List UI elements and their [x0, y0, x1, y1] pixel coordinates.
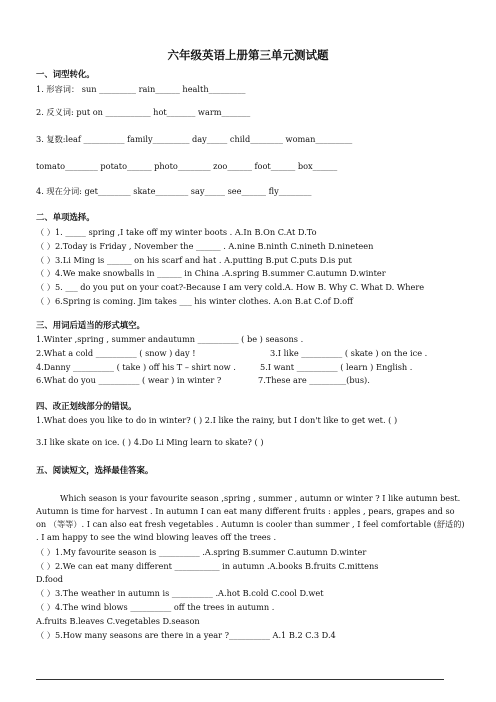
s3-line3b: 5.I want __________ ( learn ) English . [260, 362, 413, 372]
s3-line3a: 4.Danny __________ ( take ) off his T – shirt now . [36, 362, 236, 372]
s2-q3: （ ）3.Li Ming is ______ on his scarf and hat . A.putting B.put C.puts D.is put [36, 255, 352, 265]
s1-line5: 4. 现在分词: get________ skate________ say_____ see______ fly________ [36, 186, 312, 196]
s5-q5: （ ）5.How many seasons are there in a year ?__________ A.1 B.2 C.3 D.4 [36, 630, 336, 640]
s2-q6: （ ）6.Spring is coming. Jim takes ___ his winter clothes. A.on B.at C.of D.off [36, 296, 353, 306]
s2-q2: （ ）2.Today is Friday , November the ______ . A.nine B.ninth C.nineth D.nineteen [36, 241, 374, 251]
s4-line1: 1.What does you like to do in winter? ( ) 2.I like the rainy, but I don't like to get wet. ( ) [36, 415, 398, 425]
s5-q4a: （ ）4.The wind blows __________ off the trees in autumn . [36, 602, 275, 612]
section1-heading: 一、词型转化。 [36, 69, 95, 79]
section5-heading: 五、阅读短文，选择最佳答案。 [36, 465, 154, 475]
section2-heading: 二、单项选择。 [36, 212, 95, 222]
s1-line3: 3. 复数:leaf __________ family_________ day_____ child________ woman_________ [36, 134, 353, 144]
section4-heading: 四、改正划线部分的错误。 [36, 401, 137, 411]
s3-line4b: 7.These are _________(bus). [258, 375, 370, 385]
s5-q2b: D.food [36, 574, 64, 584]
s5-q3: （ ）3.The weather in autumn is __________ .A.hot B.cold C.cool D.wet [36, 588, 324, 598]
s4-line2: 3.I like skate on ice. ( ) 4.Do Li Ming learn to skate? ( ) [36, 437, 264, 447]
s5-q4b: A.fruits B.leaves C.vegetables D.season [36, 616, 200, 626]
s1-line4: tomato________ potato______ photo________ zoo______ foot______ box______ [36, 161, 338, 171]
s2-q5: （ ）5. ___ do you put on your coat?-Because I am very cold.A. How B. Why C. What D. Where [36, 282, 425, 292]
page-title: 六年级英语上册第三单元测试题 [167, 48, 329, 62]
s2-q1: （ ）1. _____ spring ,I take off my winter boots . A.In B.On C.At D.To [36, 227, 317, 237]
s5-q1: （ ）1.My favourite season is __________ .A.spring B.summer C.autumn D.winter [36, 547, 367, 557]
s5-passage: Which season is your favourite season ,spring , summer , autumn or winter ? I like autumn best. Autumn is time for harvest . In autumn I can eat many different fruits : apples , pears, grapes and so on （等等）. I can also eat fresh vegetables . Autumn is cooler than summer , I feel comfortable (舒适的) . I am happy to see the wind blowing leaves off the trees . [36, 493, 465, 542]
section3-heading: 三、用词后适当的形式填空。 [36, 320, 145, 330]
s3-line4a: 6.What do you __________ ( wear ) in winter ? [36, 375, 222, 385]
s1-line2: 2. 反义词: put on ___________ hot_______ warm_______ [36, 107, 251, 117]
s3-line1: 1.Winter ,spring , summer andautumn __________ ( be ) seasons . [36, 334, 304, 344]
s3-line2b: 3.I like __________ ( skate ) on the ice . [270, 348, 428, 358]
bottom-divider [36, 679, 444, 680]
s2-q4: （ ）4.We make snowballs in ______ in China .A.spring B.summer C.autumn D.winter [36, 268, 386, 278]
s5-q2a: （ ）2.We can eat many different ___________ in autumn .A.books B.fruits C.mittens [36, 561, 379, 571]
s3-line2a: 2.What a cold __________ ( snow ) day ! [36, 348, 196, 358]
s1-line1: 1. 形容词： sun _________ rain______ health_________ [36, 84, 246, 94]
